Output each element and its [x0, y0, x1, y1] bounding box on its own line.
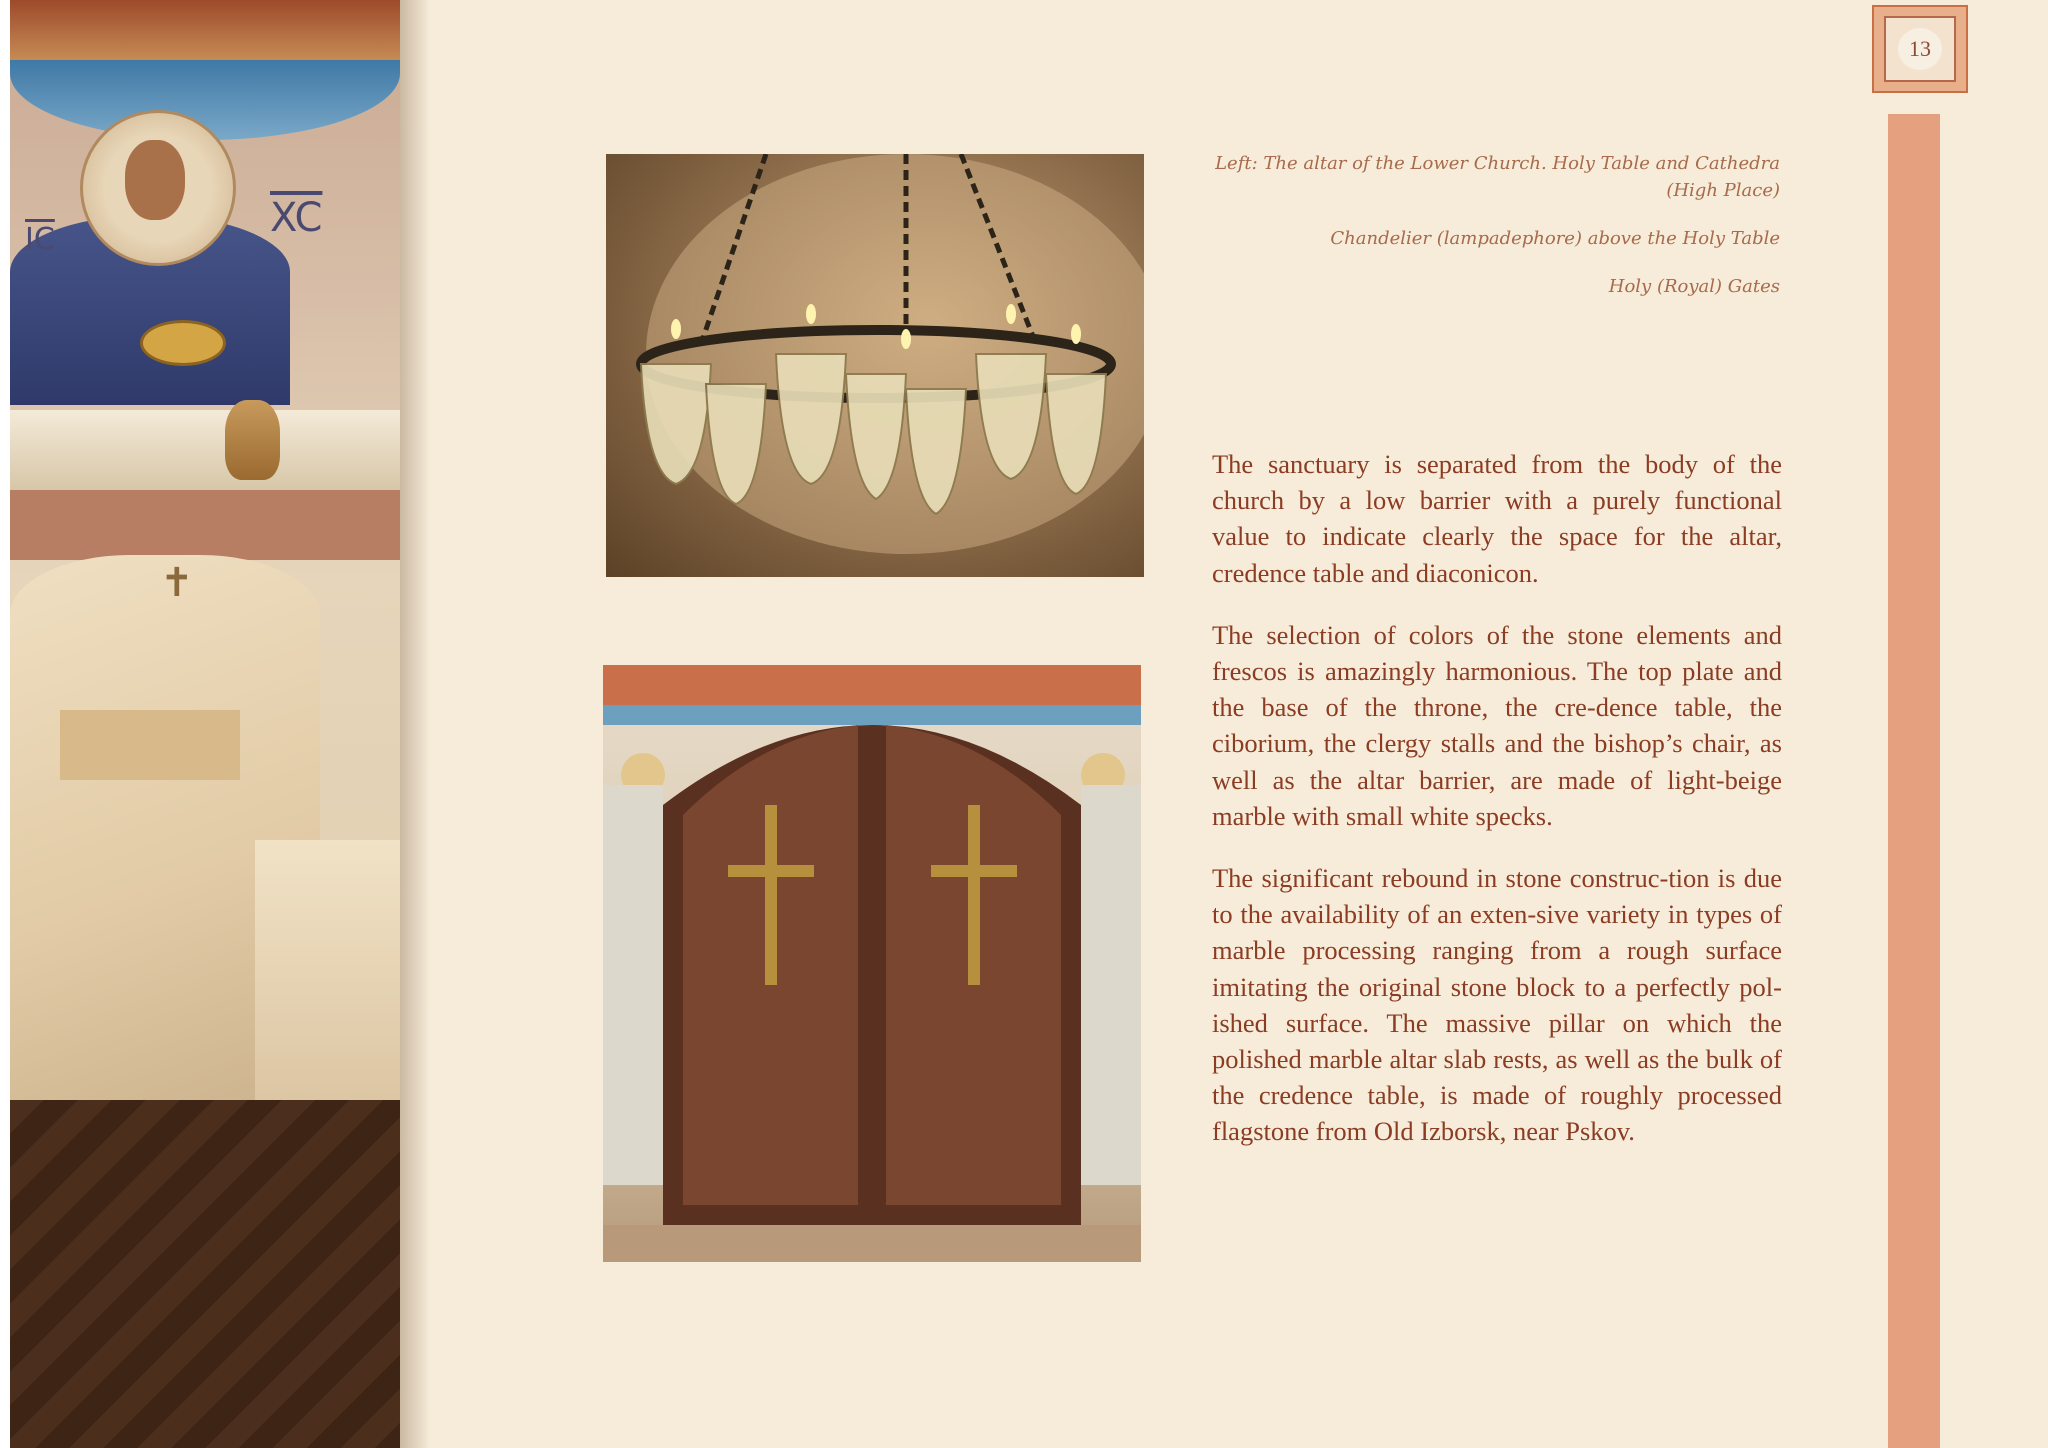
caption-altar: Left: The altar of the Lower Church. Holy Table and Cathedra (High Place) — [1215, 153, 1780, 201]
book-gutter — [400, 0, 430, 1448]
stone-jamb-left — [603, 785, 663, 1185]
fresco-paten — [140, 320, 226, 366]
cross-icon: ✝ — [160, 560, 194, 606]
fresco-vase — [225, 400, 280, 480]
stone-jamb-right — [1081, 785, 1141, 1185]
sanctuary-floor — [603, 1225, 1141, 1262]
caption-chandelier: Chandelier (lampadephore) above the Holy Table — [1330, 228, 1780, 249]
page-number: 13 — [1898, 28, 1942, 70]
chandelier-illustration — [606, 154, 1144, 577]
chandelier-photo — [606, 154, 1144, 577]
apse-wall — [10, 490, 400, 560]
page-number-frame — [1884, 16, 1956, 82]
fresco-letters-right: $\overline{XC}$ — [270, 195, 323, 241]
altar-photo — [0, 0, 400, 1448]
altar-table-top — [10, 410, 400, 490]
greek-key-border — [1888, 114, 1940, 1448]
royal-gates-illustration — [603, 665, 1141, 1262]
photo-captions — [1180, 150, 1780, 321]
photo-edge — [0, 0, 10, 1448]
cathedra-seat — [60, 710, 240, 780]
body-text — [1212, 446, 1782, 1176]
page-number-badge — [1872, 5, 1968, 93]
royal-gates-photo — [603, 665, 1141, 1262]
paragraph-colors: The selection of colors of the stone elements and frescos is amazingly harmonious. The top plate and the base of the throne, the cre-dence table, the ciborium, the clergy stalls and the bishop’s chair, as well as the altar barrier, are made of light-beige marble with small white specks. — [1212, 619, 1782, 831]
paragraph-stone-construction: The significant rebound in stone construc-tion is due to the availability of an exten-sive variety in types of marble processing ranging from a rough surface imitating the original stone block to a perfectly pol-ished surface. The massive pillar on which the polished marble altar slab rests, as well as the bulk of the credence table, is made of roughly processed flagstone from Old Izborsk, near Pskov. — [1212, 863, 1782, 1147]
fresco-face — [125, 140, 185, 220]
fresco-band — [10, 0, 400, 60]
caption-gates: Holy (Royal) Gates — [1608, 276, 1780, 297]
fresco-letters-left: $\overline{IC}$ — [25, 222, 55, 257]
parquet-floor — [10, 1100, 400, 1448]
fresco-frieze — [603, 665, 1141, 705]
paragraph-sanctuary: The sanctuary is separated from the body of the church by a low barrier with a purely functional value to indicate clearly the space for the altar, credence table and diaconicon. — [1212, 449, 1782, 588]
marble-step — [255, 840, 400, 1140]
